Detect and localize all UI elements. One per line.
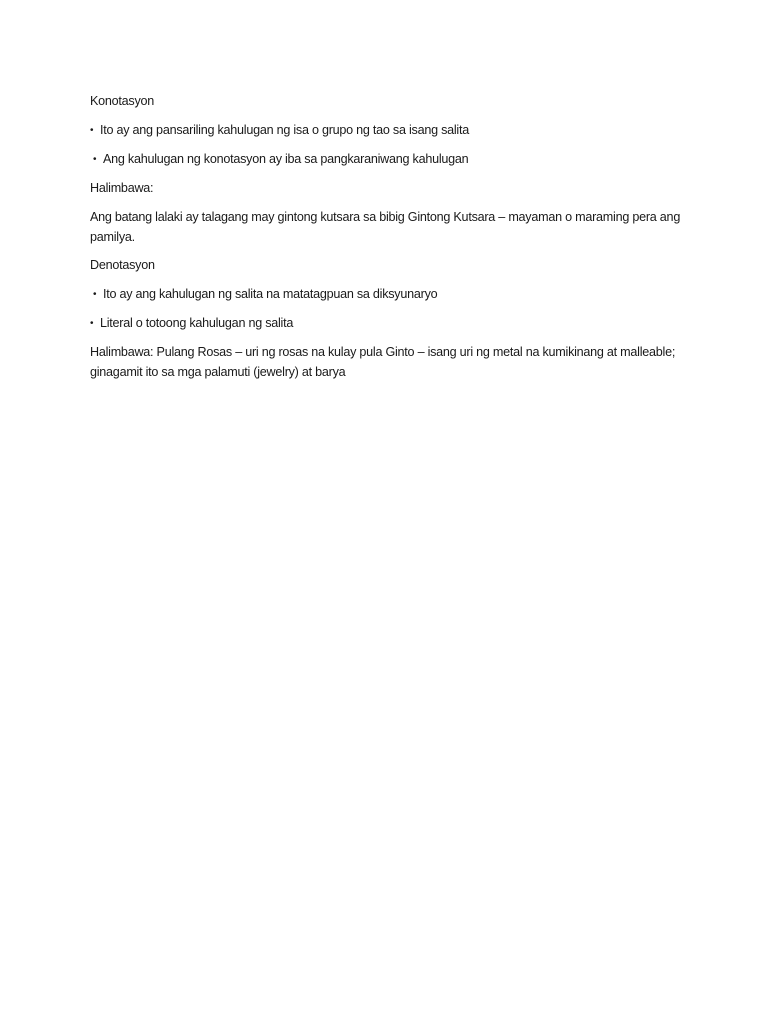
konotasyon-bullet-2-text: Ang kahulugan ng konotasyon ay iba sa pangkaraniwang kahulugan: [103, 152, 469, 166]
konotasyon-bullet-2: [93, 152, 468, 166]
bullet-icon: •: [90, 318, 94, 329]
denotasyon-bullet-1-text: Ito ay ang kahulugan ng salita na matatagpuan sa diksyunaryo: [103, 287, 438, 301]
denotasyon-bullet-1: [93, 287, 437, 301]
konotasyon-bullet-1-text: Ito ay ang pansariling kahulugan ng isa o grupo ng tao sa isang salita: [100, 123, 469, 137]
bullet-icon: •: [93, 289, 97, 300]
konotasyon-bullet-1: [90, 123, 469, 137]
bullet-icon: •: [90, 125, 94, 136]
konotasyon-example-label: Halimbawa:: [90, 181, 154, 195]
konotasyon-example-text: Ang batang lalaki ay talagang may gintong kutsara sa bibig Gintong Kutsara – mayaman o maraming pera ang pamilya.: [90, 210, 681, 244]
denotasyon-bullet-2: [90, 316, 293, 330]
konotasyon-heading: Konotasyon: [90, 94, 155, 108]
denotasyon-heading: Denotasyon: [90, 258, 155, 272]
denotasyon-bullet-2-text: Literal o totoong kahulugan ng salita: [100, 316, 294, 330]
bullet-icon: •: [93, 154, 97, 165]
denotasyon-example-text: Halimbawa: Pulang Rosas – uri ng rosas na kulay pula Ginto – isang uri ng metal na kumikinang at malleable; ginagamit ito sa mga palamuti (jewelry) at barya: [90, 345, 676, 379]
